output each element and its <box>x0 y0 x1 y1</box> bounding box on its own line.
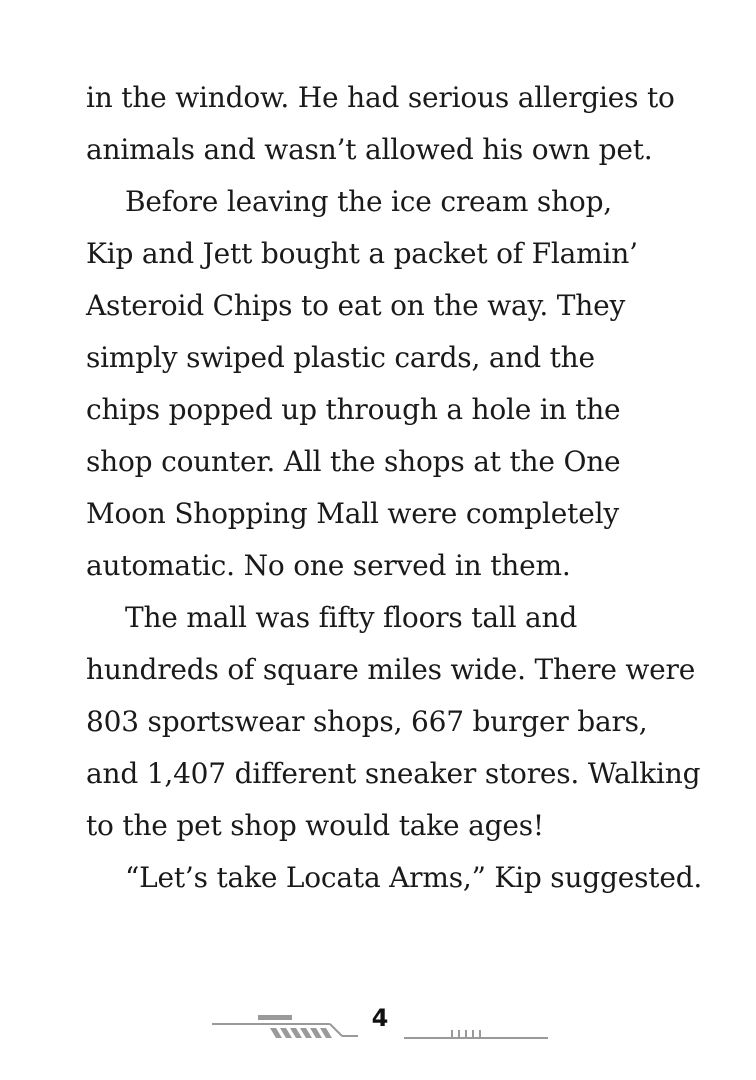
text-line-paragraph-start: Before leaving the ice cream shop, <box>125 185 613 218</box>
text-line: 803 sportswear shops, 667 burger bars, <box>86 705 648 738</box>
page-number: 4 <box>371 1004 389 1032</box>
text-line: Kip and Jett bought a packet of Flamin’ <box>86 237 638 270</box>
text-line-paragraph-start: “Let’s take Locata Arms,” Kip suggested. <box>125 861 703 894</box>
text-line: Moon Shopping Mall were completely <box>86 497 619 530</box>
text-line: to the pet shop would take ages! <box>86 809 544 842</box>
tick-marks-icon <box>404 1030 548 1038</box>
text-line: in the window. He had serious allergies to <box>86 81 675 114</box>
text-line-paragraph-start: The mall was fifty floors tall and <box>125 601 578 634</box>
text-line: hundreds of square miles wide. There were <box>86 653 696 686</box>
body-text <box>86 72 703 904</box>
text-line: simply swiped plastic cards, and the <box>86 341 595 374</box>
speed-stripes-icon <box>212 1015 358 1038</box>
text-line: automatic. No one served in them. <box>86 549 571 582</box>
text-line: animals and wasn’t allowed his own pet. <box>86 133 653 166</box>
text-line: shop counter. All the shops at the One <box>86 445 621 478</box>
text-line: chips popped up through a hole in the <box>86 393 621 426</box>
text-line: Asteroid Chips to eat on the way. They <box>86 289 626 322</box>
text-line: and 1,407 different sneaker stores. Walking <box>86 757 701 790</box>
